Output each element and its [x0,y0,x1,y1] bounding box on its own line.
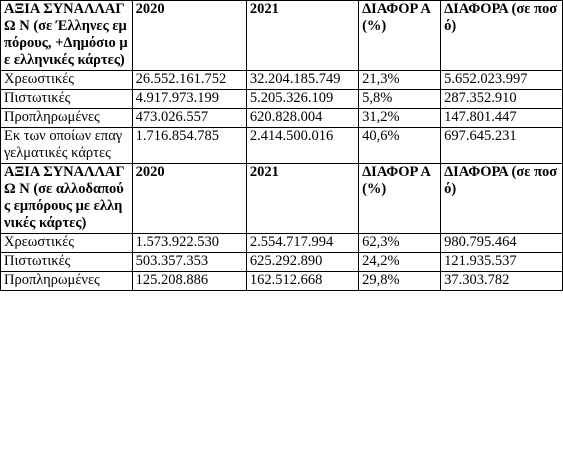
column-header-2021: 2021 [246,164,358,234]
cell-diff-pct: 31,2% [359,109,441,128]
column-header-2020: 2020 [132,164,246,234]
table-row [1,272,563,291]
cell-diff-amount: 121.935.537 [441,253,563,272]
cell-2020: 473.026.557 [132,109,246,128]
table-row [1,128,563,164]
cell-diff-pct: 21,3% [359,71,441,90]
section-title: ΑΞΙΑ ΣΥΝΑΛΛΑΓΩ Ν (σε αλλοδαπούς εμπόρους με ελληνικές κάρτες) [1,164,133,234]
row-label: Πιστωτικές [1,90,133,109]
table-row [1,109,563,128]
cell-2020: 125.208.886 [132,272,246,291]
row-label: Προπληρωμένες [1,109,133,128]
table-row [1,90,563,109]
cell-diff-amount: 287.352.910 [441,90,563,109]
cell-2021: 620.828.004 [246,109,358,128]
row-label: Χρεωστικές [1,71,133,90]
cell-2020: 4.917.973.199 [132,90,246,109]
row-label: Πιστωτικές [1,253,133,272]
column-header-diff-pct: ΔΙΑΦΟΡ Α (%) [359,1,441,71]
cell-2020: 26.552.161.752 [132,71,246,90]
cell-diff-amount: 697.645.231 [441,128,563,164]
cell-2020: 1.716.854.785 [132,128,246,164]
table-row [1,234,563,253]
cell-diff-amount: 147.801.447 [441,109,563,128]
table-row [1,71,563,90]
cell-diff-amount: 5.652.023.997 [441,71,563,90]
section-title: ΑΞΙΑ ΣΥΝΑΛΛΑΓΩ Ν (σε Έλληνες εμπόρους, +Δημόσιο με ελληνικές κάρτες) [1,1,133,71]
section-header-row [1,164,563,234]
column-header-2021: 2021 [246,1,358,71]
section-header-row [1,1,563,71]
column-header-diff-amount: ΔΙΑΦΟΡΑ (σε ποσό) [441,164,563,234]
row-label: Προπληρωμένες [1,272,133,291]
row-label: Εκ των οποίων επαγγελματικές κάρτες [1,128,133,164]
cell-diff-pct: 5,8% [359,90,441,109]
cell-diff-amount: 980.795.464 [441,234,563,253]
cell-diff-pct: 29,8% [359,272,441,291]
cell-2021: 625.292.890 [246,253,358,272]
column-header-diff-pct: ΔΙΑΦΟΡ Α (%) [359,164,441,234]
cell-diff-pct: 40,6% [359,128,441,164]
cell-2020: 1.573.922.530 [132,234,246,253]
cell-2020: 503.357.353 [132,253,246,272]
column-header-2020: 2020 [132,1,246,71]
table-row [1,253,563,272]
cell-2021: 2.554.717.994 [246,234,358,253]
cell-2021: 5.205.326.109 [246,90,358,109]
cell-2021: 2.414.500.016 [246,128,358,164]
cell-diff-pct: 62,3% [359,234,441,253]
cell-diff-pct: 24,2% [359,253,441,272]
cell-2021: 162.512.668 [246,272,358,291]
cell-2021: 32.204.185.749 [246,71,358,90]
column-header-diff-amount: ΔΙΑΦΟΡΑ (σε ποσό) [441,1,563,71]
row-label: Χρεωστικές [1,234,133,253]
cell-diff-amount: 37.303.782 [441,272,563,291]
